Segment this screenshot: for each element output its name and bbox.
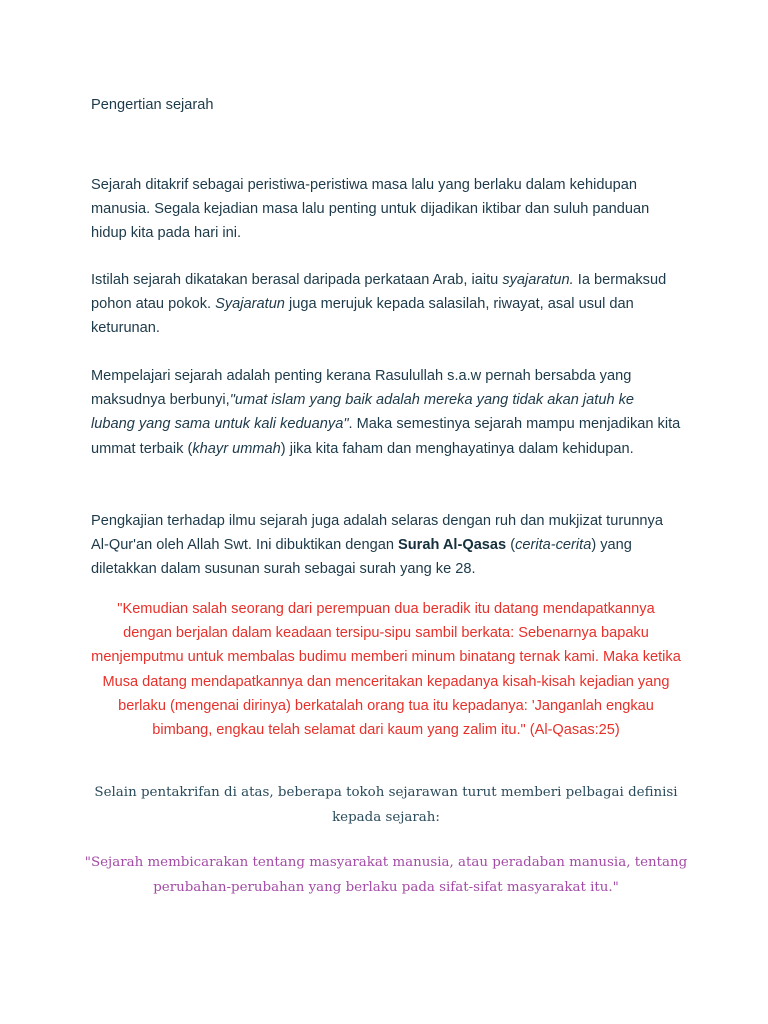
paragraph-importance-text-2: . Maka semestinya sejarah mampu menjadikan kita ummat terbaik ( xyxy=(91,416,681,457)
intro-definitions: Selain pentakrifan di atas, beberapa tokoh sejarawan turut memberi pelbagai definisi kepada sejarah: xyxy=(94,785,678,825)
definition-quote: "Sejarah membicarakan tentang masyarakat manusia, atau peradaban manusia, tentang perubahan-perubahan yang berlaku pada sifat-sifat masyarakat itu." xyxy=(84,855,688,895)
surah-name: Surah Al-Qasas xyxy=(398,537,507,554)
term-khayr-ummah: khayr ummah xyxy=(192,440,281,457)
surah-meaning: cerita-cerita xyxy=(515,537,592,554)
paragraph-etymology-text-3: juga merujuk kepada salasilah, riwayat, asal usul dan keturunan. xyxy=(91,296,634,337)
paragraph-importance xyxy=(91,364,681,461)
term-syajaratun-2: Syajaratun xyxy=(215,296,285,313)
paragraph-importance-text-1: Mempelajari sejarah adalah penting kerana Rasulullah s.a.w pernah bersabda yang maksudnya berbunyi, xyxy=(91,368,632,409)
page-title: Pengertian sejarah xyxy=(91,97,214,113)
hadith-quote: "umat islam yang baik adalah mereka yang tidak akan jatuh ke lubang yang sama untuk kali keduanya" xyxy=(91,392,635,433)
paragraph-importance-text-3: ) jika kita faham dan menghayatinya dalam kehidupan. xyxy=(280,440,634,457)
paragraph-etymology-text-1: Istilah sejarah dikatakan berasal daripada perkataan Arab, iaitu xyxy=(91,272,503,288)
paragraph-quran-text-3: ) yang diletakkan dalam susunan surah sebagai surah yang ke 28. xyxy=(91,537,632,578)
quran-verse-quote: "Kemudian salah seorang dari perempuan dua beradik itu datang mendapatkannya dengan berjalan dalam keadaan tersipu-sipu sambil berkata: Sebenarnya bapaku menjemputmu untuk membalas budimu memberi minum binatang ternak kami. Maka ketika Musa datang mendapatkannya dan menceritakan kepadanya kisah-kisah kejadian yang berlaku (mengenai dirinya) berkatalah orang tua itu kepadanya: 'Janganlah engkau bimbang, engkau telah selamat dari kaum yang zalim itu." (Al-Qasas:25) xyxy=(91,601,681,739)
paragraph-etymology xyxy=(91,268,681,341)
paragraph-quran xyxy=(91,509,681,582)
paragraph-quran-text-2: ( xyxy=(506,537,516,554)
term-syajaratun: syajaratun. xyxy=(502,272,574,288)
paragraph-definition: Sejarah ditakrif sebagai peristiwa-peristiwa masa lalu yang berlaku dalam kehidupan manusia. Segala kejadian masa lalu penting untuk dijadikan iktibar dan suluh panduan hidup kita pada hari ini. xyxy=(91,177,650,242)
paragraph-etymology-text-2: Ia bermaksud pohon atau pokok. xyxy=(91,272,667,313)
paragraph-quran-text-1: Pengkajian terhadap ilmu sejarah juga adalah selaras dengan ruh dan mukjizat turunnya Al-Qur'an oleh Allah Swt. Ini dibuktikan dengan xyxy=(91,513,663,554)
